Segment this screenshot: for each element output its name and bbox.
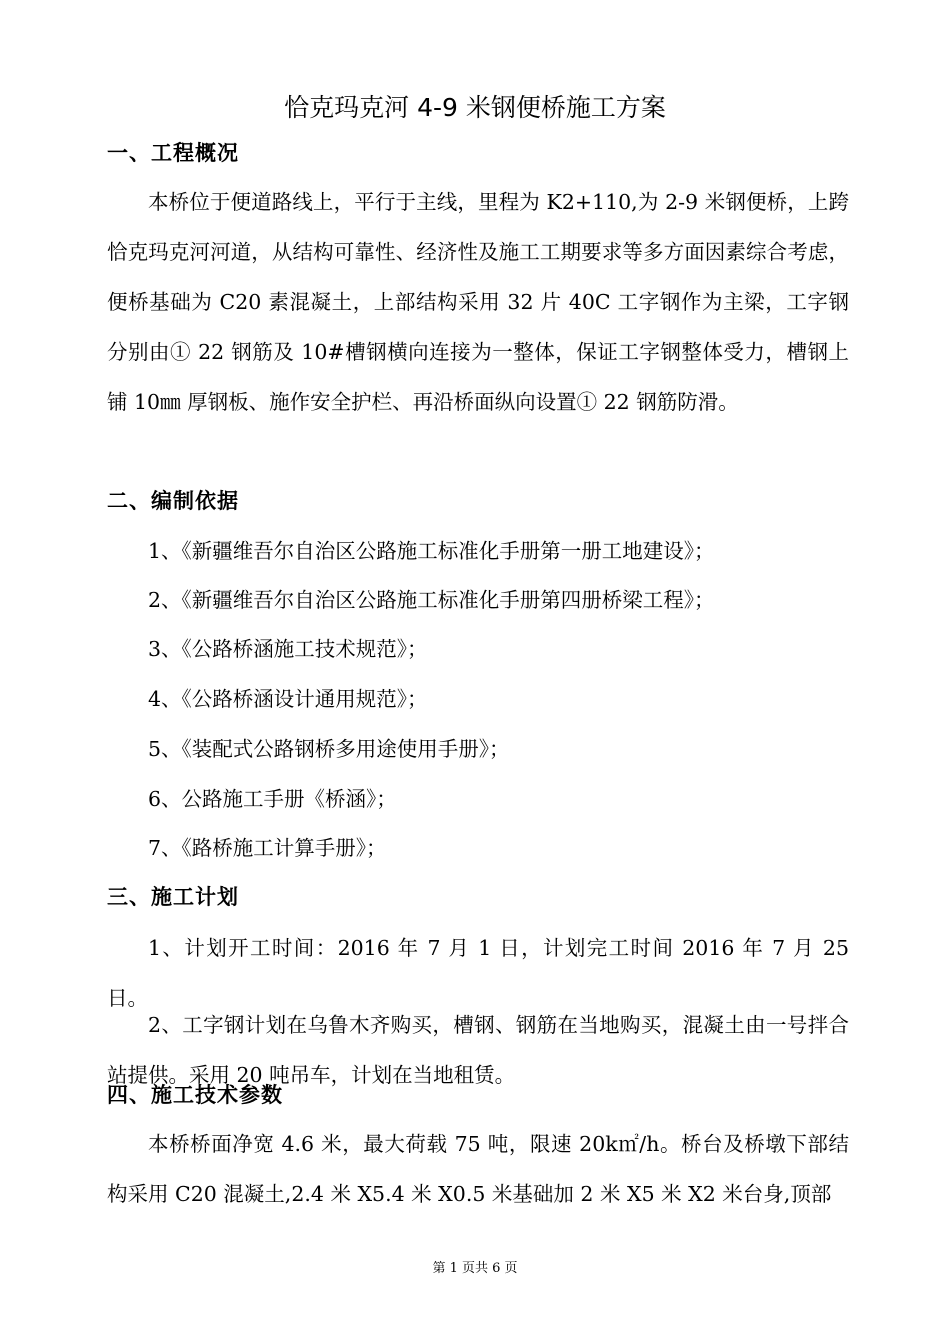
document-title: 恰克玛克河 4-9 米钢便桥施工方案 [284, 93, 666, 122]
basis-item: 1、《新疆维吾尔自治区公路施工标准化手册第一册工地建设》； [148, 539, 715, 563]
basis-item: 5、《装配式公路钢桥多用途使用手册》； [148, 737, 510, 761]
overview-paragraph: 本桥位于便道路线上，平行于主线，里程为 K2+110,为 2-9 米钢便桥，上跨恰克玛克河河道，从结构可靠性、经济性及施工工期要求等多方面因素综合考虑，便桥基础为 C20 素混凝土，上部结构采用 32 片 40C 工字钢作为主梁，工字钢分别由① 22 钢筋及 10#槽钢横向连接为一整体，保证工字钢整体受力，槽钢上铺 10㎜ 厚钢板、施作安全护栏、再沿桥面纵向设置① 22 钢筋防滑。 [107, 190, 849, 414]
parameters-paragraph: 本桥桥面净宽 4.6 米，最大荷载 75 吨，限速 20k㎡/h。桥台及桥墩下部结构采用 C20 混凝土,2.4 米 X5.4 米 X0.5 米基础加 2 米 X5 米 X2 米台身,顶部 [107, 1132, 849, 1206]
section-heading-parameters: 四、施工技术参数 [107, 1083, 283, 1107]
plan-item-1: 1、计划开工时间：2016 年 7 月 1 日，计划完工时间 2016 年 7 月 25 日。 [107, 936, 849, 1010]
basis-item: 4、《公路桥涵设计通用规范》； [148, 687, 428, 711]
basis-item: 2、《新疆维吾尔自治区公路施工标准化手册第四册桥梁工程》； [148, 588, 715, 612]
section-heading-plan: 三、施工计划 [107, 885, 239, 909]
basis-item: 3、《公路桥涵施工技术规范》； [148, 637, 428, 661]
plan-item-2: 2、工字钢计划在乌鲁木齐购买，槽钢、钢筋在当地购买，混凝土由一号拌合站提供。采用 20 吨吊车，计划在当地租赁。 [107, 1013, 849, 1087]
section-heading-basis: 二、编制依据 [107, 489, 239, 513]
basis-item: 7、《路桥施工计算手册》； [148, 836, 387, 860]
basis-item: 6、公路施工手册《桥涵》； [148, 787, 397, 811]
page-footer: 第 1 页共 6 页 [432, 1261, 518, 1276]
section-heading-overview: 一、工程概况 [107, 141, 239, 165]
